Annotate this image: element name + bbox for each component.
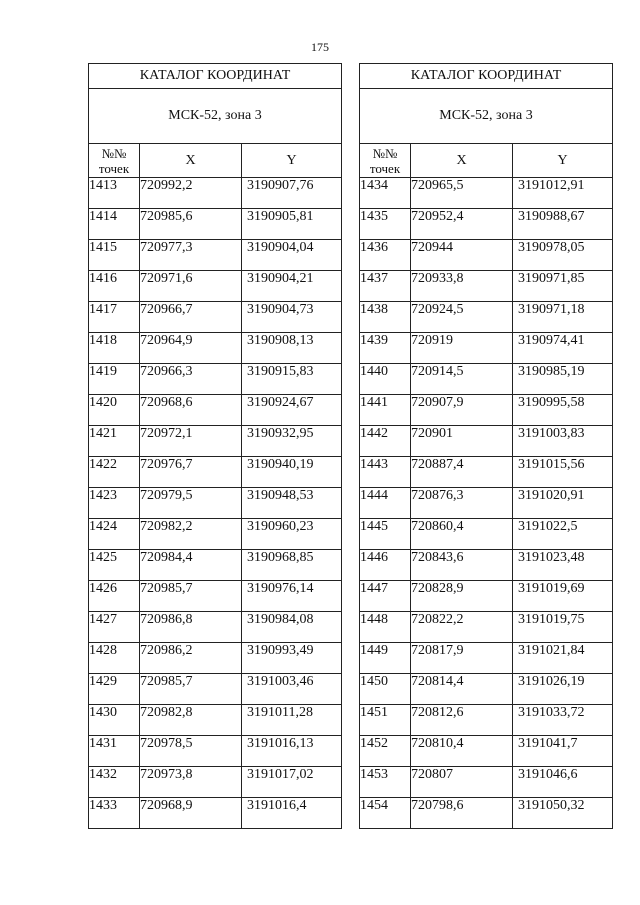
cell-x: 720822,2	[411, 612, 513, 643]
cell-y: 3191015,56	[513, 457, 613, 488]
cell-x: 720976,7	[140, 457, 242, 488]
coordinate-catalog-left	[88, 63, 342, 829]
cell-x: 720985,6	[140, 209, 242, 240]
cell-point-number: 1429	[89, 674, 140, 705]
cell-y: 3191033,72	[513, 705, 613, 736]
cell-y: 3191026,19	[513, 674, 613, 705]
catalog-body	[360, 178, 613, 829]
cell-point-number: 1435	[360, 209, 411, 240]
cell-x: 720984,4	[140, 550, 242, 581]
cell-x: 720977,3	[140, 240, 242, 271]
cell-point-number: 1441	[360, 395, 411, 426]
cell-y: 3190960,23	[242, 519, 342, 550]
cell-y: 3190971,18	[513, 302, 613, 333]
table-row	[89, 240, 342, 271]
cell-point-number: 1447	[360, 581, 411, 612]
cell-point-number: 1444	[360, 488, 411, 519]
table-row	[360, 674, 613, 705]
cell-point-number: 1427	[89, 612, 140, 643]
column-header-point-number: №№ точек	[89, 144, 140, 178]
cell-y: 3191012,91	[513, 178, 613, 209]
table-row	[360, 736, 613, 767]
cell-y: 3191011,28	[242, 705, 342, 736]
table-row	[360, 767, 613, 798]
table-row	[89, 395, 342, 426]
cell-x: 720968,6	[140, 395, 242, 426]
cell-y: 3190924,67	[242, 395, 342, 426]
cell-x: 720944	[411, 240, 513, 271]
table-row	[360, 612, 613, 643]
table-row	[89, 798, 342, 829]
cell-x: 720843,6	[411, 550, 513, 581]
table-row	[89, 364, 342, 395]
cell-point-number: 1415	[89, 240, 140, 271]
table-row	[360, 364, 613, 395]
table-row	[89, 333, 342, 364]
table-row	[360, 395, 613, 426]
table-row	[89, 643, 342, 674]
table-row	[89, 426, 342, 457]
table-row	[360, 581, 613, 612]
cell-y: 3190976,14	[242, 581, 342, 612]
cell-x: 720965,5	[411, 178, 513, 209]
cell-point-number: 1451	[360, 705, 411, 736]
cell-point-number: 1424	[89, 519, 140, 550]
table-row	[360, 426, 613, 457]
cell-y: 3190988,67	[513, 209, 613, 240]
cell-y: 3191021,84	[513, 643, 613, 674]
cell-x: 720978,5	[140, 736, 242, 767]
table-row	[360, 705, 613, 736]
cell-point-number: 1446	[360, 550, 411, 581]
cell-x: 720986,8	[140, 612, 242, 643]
cell-y: 3191046,6	[513, 767, 613, 798]
cell-point-number: 1454	[360, 798, 411, 829]
cell-y: 3190968,85	[242, 550, 342, 581]
cell-y: 3191016,13	[242, 736, 342, 767]
cell-x: 720817,9	[411, 643, 513, 674]
cell-point-number: 1450	[360, 674, 411, 705]
cell-y: 3190908,13	[242, 333, 342, 364]
cell-x: 720985,7	[140, 581, 242, 612]
cell-y: 3191003,83	[513, 426, 613, 457]
table-row	[89, 302, 342, 333]
catalog-subtitle: МСК-52, зона 3	[89, 89, 342, 144]
table-row	[89, 488, 342, 519]
cell-y: 3191023,48	[513, 550, 613, 581]
table-row	[89, 271, 342, 302]
cell-y: 3190904,21	[242, 271, 342, 302]
cell-x: 720973,8	[140, 767, 242, 798]
cell-y: 3190974,41	[513, 333, 613, 364]
cell-x: 720966,7	[140, 302, 242, 333]
cell-point-number: 1422	[89, 457, 140, 488]
cell-x: 720812,6	[411, 705, 513, 736]
coordinate-catalog-right	[359, 63, 613, 829]
table-row	[360, 271, 613, 302]
cell-y: 3190932,95	[242, 426, 342, 457]
cell-y: 3191041,7	[513, 736, 613, 767]
cell-point-number: 1428	[89, 643, 140, 674]
cell-y: 3191016,4	[242, 798, 342, 829]
table-row	[89, 767, 342, 798]
cell-x: 720876,3	[411, 488, 513, 519]
cell-y: 3190915,83	[242, 364, 342, 395]
cell-y: 3190904,73	[242, 302, 342, 333]
cell-y: 3191003,46	[242, 674, 342, 705]
table-row	[89, 209, 342, 240]
table-row	[360, 550, 613, 581]
cell-point-number: 1448	[360, 612, 411, 643]
cell-y: 3191019,69	[513, 581, 613, 612]
cell-x: 720919	[411, 333, 513, 364]
cell-y: 3191019,75	[513, 612, 613, 643]
cell-x: 720914,5	[411, 364, 513, 395]
cell-point-number: 1453	[360, 767, 411, 798]
table-row	[360, 240, 613, 271]
table-row	[89, 178, 342, 209]
cell-point-number: 1437	[360, 271, 411, 302]
cell-point-number: 1442	[360, 426, 411, 457]
table-row	[89, 581, 342, 612]
table-row	[89, 736, 342, 767]
cell-x: 720982,2	[140, 519, 242, 550]
cell-x: 720798,6	[411, 798, 513, 829]
cell-x: 720966,3	[140, 364, 242, 395]
table-row	[89, 457, 342, 488]
cell-x: 720907,9	[411, 395, 513, 426]
cell-point-number: 1449	[360, 643, 411, 674]
cell-x: 720828,9	[411, 581, 513, 612]
table-row	[360, 178, 613, 209]
cell-point-number: 1438	[360, 302, 411, 333]
column-header-y: Y	[513, 144, 613, 178]
table-row	[360, 488, 613, 519]
cell-point-number: 1452	[360, 736, 411, 767]
cell-point-number: 1430	[89, 705, 140, 736]
cell-y: 3191020,91	[513, 488, 613, 519]
column-header-point-number: №№ точек	[360, 144, 411, 178]
cell-y: 3190993,49	[242, 643, 342, 674]
cell-x: 720972,1	[140, 426, 242, 457]
cell-y: 3191017,02	[242, 767, 342, 798]
cell-y: 3191022,5	[513, 519, 613, 550]
cell-point-number: 1418	[89, 333, 140, 364]
cell-point-number: 1425	[89, 550, 140, 581]
cell-point-number: 1439	[360, 333, 411, 364]
cell-x: 720971,6	[140, 271, 242, 302]
cell-y: 3190971,85	[513, 271, 613, 302]
cell-x: 720968,9	[140, 798, 242, 829]
table-row	[360, 798, 613, 829]
cell-x: 720985,7	[140, 674, 242, 705]
cell-y: 3190940,19	[242, 457, 342, 488]
cell-point-number: 1431	[89, 736, 140, 767]
cell-x: 720992,2	[140, 178, 242, 209]
table-row	[89, 674, 342, 705]
page-number: 175	[311, 40, 329, 54]
cell-x: 720982,8	[140, 705, 242, 736]
cell-point-number: 1420	[89, 395, 140, 426]
cell-point-number: 1421	[89, 426, 140, 457]
cell-x: 720807	[411, 767, 513, 798]
cell-x: 720933,8	[411, 271, 513, 302]
cell-x: 720860,4	[411, 519, 513, 550]
cell-x: 720986,2	[140, 643, 242, 674]
table-row	[89, 550, 342, 581]
table-row	[89, 519, 342, 550]
table-row	[360, 457, 613, 488]
catalog-subtitle: МСК-52, зона 3	[360, 89, 613, 144]
cell-y: 3190907,76	[242, 178, 342, 209]
cell-x: 720952,4	[411, 209, 513, 240]
cell-point-number: 1445	[360, 519, 411, 550]
cell-y: 3190995,58	[513, 395, 613, 426]
column-header-y: Y	[242, 144, 342, 178]
cell-point-number: 1432	[89, 767, 140, 798]
cell-x: 720810,4	[411, 736, 513, 767]
catalog-title: КАТАЛОГ КООРДИНАТ	[360, 64, 613, 89]
cell-point-number: 1426	[89, 581, 140, 612]
cell-y: 3190904,04	[242, 240, 342, 271]
cell-y: 3190905,81	[242, 209, 342, 240]
table-row	[89, 612, 342, 643]
cell-point-number: 1417	[89, 302, 140, 333]
cell-point-number: 1434	[360, 178, 411, 209]
table-row	[360, 333, 613, 364]
cell-x: 720964,9	[140, 333, 242, 364]
cell-y: 3191050,32	[513, 798, 613, 829]
cell-point-number: 1440	[360, 364, 411, 395]
cell-x: 720814,4	[411, 674, 513, 705]
cell-point-number: 1414	[89, 209, 140, 240]
cell-point-number: 1443	[360, 457, 411, 488]
cell-point-number: 1419	[89, 364, 140, 395]
cell-point-number: 1436	[360, 240, 411, 271]
column-header-x: X	[140, 144, 242, 178]
cell-y: 3190985,19	[513, 364, 613, 395]
table-row	[360, 519, 613, 550]
table-row	[360, 302, 613, 333]
cell-x: 720887,4	[411, 457, 513, 488]
cell-point-number: 1416	[89, 271, 140, 302]
cell-x: 720901	[411, 426, 513, 457]
catalog-body	[89, 178, 342, 829]
table-row	[360, 209, 613, 240]
cell-point-number: 1413	[89, 178, 140, 209]
cell-y: 3190978,05	[513, 240, 613, 271]
table-row	[360, 643, 613, 674]
cell-point-number: 1423	[89, 488, 140, 519]
column-header-x: X	[411, 144, 513, 178]
catalog-title: КАТАЛОГ КООРДИНАТ	[89, 64, 342, 89]
cell-y: 3190984,08	[242, 612, 342, 643]
table-row	[89, 705, 342, 736]
cell-point-number: 1433	[89, 798, 140, 829]
cell-x: 720924,5	[411, 302, 513, 333]
cell-y: 3190948,53	[242, 488, 342, 519]
cell-x: 720979,5	[140, 488, 242, 519]
